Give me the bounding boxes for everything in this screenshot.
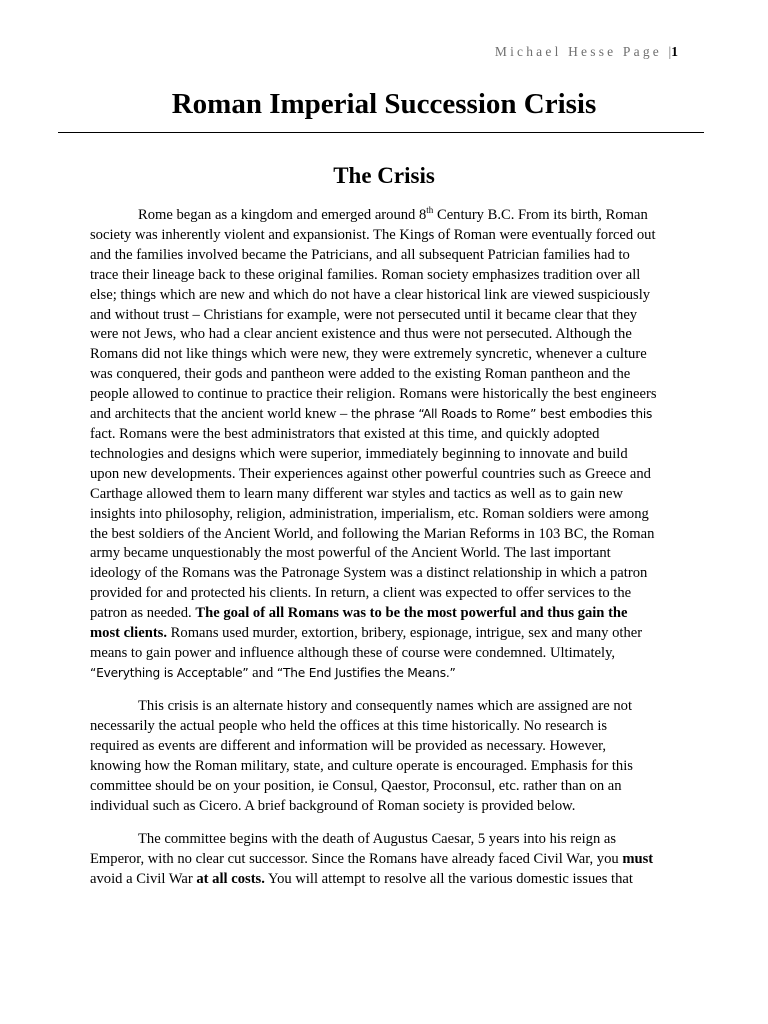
- emphasis-bold: must: [622, 850, 654, 867]
- text-line: and architects that the ancient world knew – the phrase “All Roads to Rome” best embodies this: [90, 406, 653, 423]
- text-line: trace their lineage back to these original families. Roman society emphasizes tradition over all: [90, 266, 641, 283]
- quoted-phrase: “The End Justifies the Means.”: [276, 665, 456, 680]
- text-line: knowing how the Roman military, state, and culture operate is encouraged. Emphasis for this: [90, 757, 633, 774]
- text-line: fact. Romans were the best administrators that existed at this time, and quickly adopted: [90, 425, 600, 442]
- text-line: insights into philosophy, religion, administration, imperialism, etc. Roman soldiers were among: [90, 505, 649, 522]
- page-number: 1: [671, 44, 678, 59]
- text-line: provided for and protected his clients. In return, a client was expected to offer services to the: [90, 585, 632, 602]
- text-line: and without trust – Christians for example, were not persecuted until it became clear that they: [90, 306, 638, 323]
- text-line: army became unquestionably the most powerful of the Ancient World. The last important: [90, 545, 611, 562]
- text-line: society was inherently violent and expansionist. The Kings of Roman were eventually forced out: [90, 226, 656, 243]
- text-line: individual such as Cicero. A brief background of Roman society is provided below.: [90, 797, 576, 814]
- text-line: The committee begins with the death of Augustus Caesar, 5 years into his reign as: [138, 831, 617, 847]
- text-line: necessarily the actual people who held the offices at this time historically. No research is: [90, 717, 608, 734]
- ordinal-suffix: th: [426, 205, 434, 216]
- text-line: else; things which are new and which do not have a clear historical link are viewed suspiciously: [90, 286, 651, 303]
- emphasis-bold: most clients.: [90, 625, 168, 642]
- header-separator: |: [668, 44, 672, 59]
- text-line: Carthage allowed them to learn many different war styles and tactics as well as to gain new: [90, 485, 624, 502]
- text-line: Romans did not like things which were new, they were extremely syncretic, whenever a culture: [90, 346, 647, 363]
- text-line: avoid a Civil War at all costs. You will attempt to resolve all the various domestic issues that: [90, 870, 633, 887]
- text-line: most clients. Romans used murder, extortion, bribery, espionage, intrigue, sex and many other: [90, 625, 643, 642]
- text-line: technologies and designs which were superior, immediately beginning to innovate and build: [90, 445, 628, 462]
- text-line: Rome began as a kingdom and emerged around 8th Century B.C. From its birth, Roman: [138, 205, 648, 223]
- emphasis-bold: at all costs.: [196, 870, 265, 887]
- section-title: The Crisis: [333, 163, 435, 188]
- text-line: patron as needed. The goal of all Romans was to be the most powerful and thus gain the: [90, 605, 628, 622]
- page-header: [495, 44, 678, 60]
- title-divider: [58, 132, 704, 133]
- emphasis-bold: The goal of all Romans was to be the most powerful and thus gain the: [195, 605, 628, 622]
- paragraph-committee: [90, 830, 680, 890]
- text-line: means to gain power and influence although these of course were condemned. Ultimately,: [90, 644, 616, 661]
- text-line: people allowed to continue to practice their religion. Romans were historically the best engineers: [90, 386, 657, 403]
- text-line: required as events are different and information will be provided as necessary. However,: [90, 737, 607, 754]
- quoted-phrase: the phrase “All Roads to Rome” best embodies this: [350, 407, 653, 422]
- text-line: was conquered, their gods and pantheon were added to the existing Roman pantheon and the: [90, 366, 631, 383]
- text-line: “Everything is Acceptable” and “The End Justifies the Means.”: [90, 664, 456, 681]
- paragraph-alternate-history: [90, 697, 680, 816]
- document-title: Roman Imperial Succession Crisis: [171, 88, 597, 120]
- text-line: and the families involved became the Patricians, and all subsequent Patrician families had to: [90, 246, 630, 263]
- text-line: upon new developments. Their experiences against other powerful countries such as Greece and: [90, 465, 651, 482]
- text-line: This crisis is an alternate history and consequently names which are assigned are not: [138, 698, 633, 714]
- text-line: were not Jews, who had a clear ancient existence and thus were not persecuted. Although the: [90, 326, 632, 343]
- paragraph-intro: [90, 206, 680, 684]
- text-line: Emperor, with no clear cut successor. Since the Romans have already faced Civil War, you must: [90, 850, 654, 867]
- text-line: the best soldiers of the Ancient World, and following the Marian Reforms in 103 BC, the Roman: [90, 525, 655, 542]
- author-name: Michael Hesse: [494, 44, 617, 59]
- text-line: committee should be on your position, ie Consul, Qaestor, Proconsul, etc. rather than on an: [90, 777, 622, 794]
- quoted-phrase: “Everything is Acceptable”: [90, 665, 249, 680]
- page-label: Page: [622, 44, 662, 59]
- text-line: ideology of the Romans was the Patronage System was a distinct relationship in which a patron: [90, 565, 648, 582]
